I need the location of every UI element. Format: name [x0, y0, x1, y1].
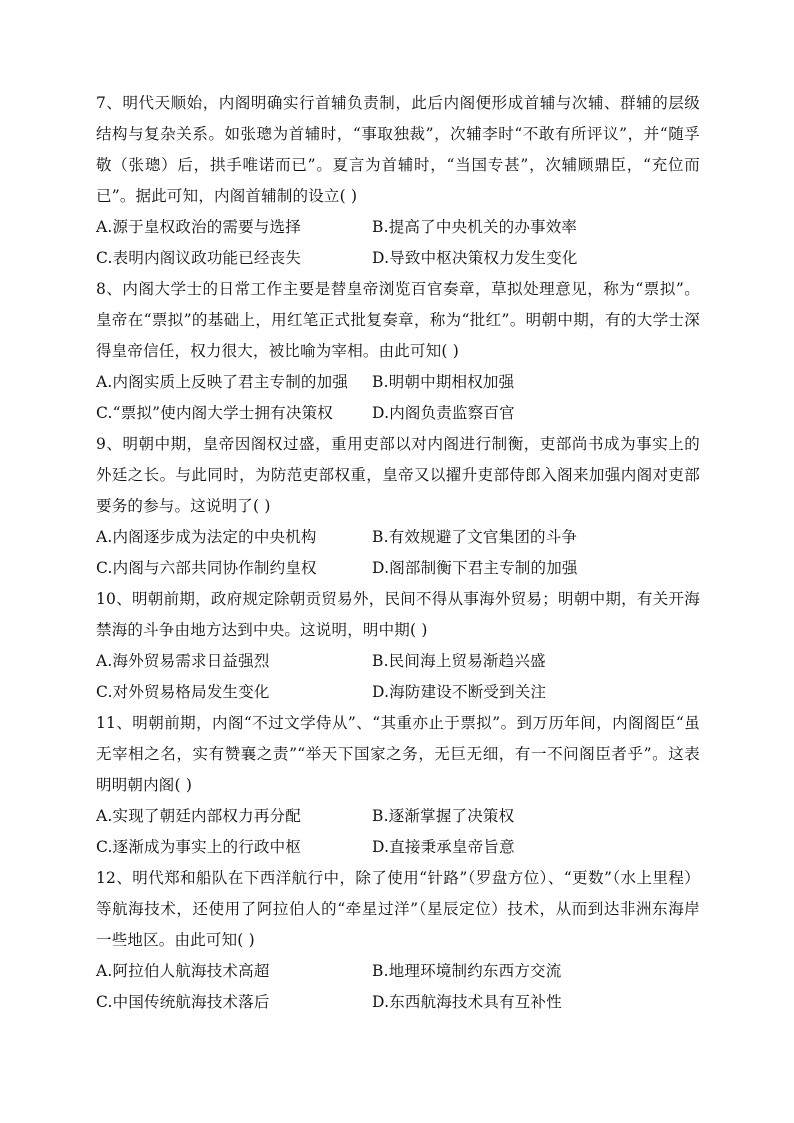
- question-8: [96, 274, 700, 429]
- option-list: [96, 367, 700, 429]
- question-12: [96, 863, 700, 1018]
- option-b: B.地理环境制约东西方交流: [372, 962, 562, 980]
- question-7: [96, 88, 700, 274]
- question-11: [96, 708, 700, 863]
- question-stem: 11、明朝前期，内阁“不过文学侍从”、“其重亦止于票拟”。到万历年间，内阁阁臣“虽无宰相之名，实有赞襄之责”“举天下国家之务，无巨无细，有一不问阁臣者乎”。这表明明朝内阁( ): [96, 714, 700, 794]
- option-c: C.“票拟”使内阁大学士拥有决策权: [96, 404, 333, 422]
- option-b: B.逐渐掌握了决策权: [372, 807, 515, 825]
- question-stem: 8、内阁大学士的日常工作主要是替皇帝浏览百官奏章，草拟处理意见，称为“票拟”。皇帝在“票拟”的基础上，用红笔正式批复奏章，称为“批红”。明朝中期，有的大学士深得皇帝信任，权力很大，被比喻为宰相。由此可知( ): [96, 280, 700, 360]
- option-c: C.内阁与六部共同协作制约皇权: [96, 559, 317, 577]
- option-list: [96, 212, 700, 274]
- option-c: C.中国传统航海技术落后: [96, 993, 270, 1011]
- option-d: D.阁部制衡下君主专制的加强: [372, 559, 578, 577]
- option-a: A.内阁实质上反映了君主专制的加强: [96, 373, 349, 391]
- option-a: A.阿拉伯人航海技术高超: [96, 962, 270, 980]
- option-d: D.内阁负责监察百官: [372, 404, 515, 422]
- question-9: [96, 429, 700, 584]
- option-list: [96, 801, 700, 863]
- question-stem: 9、明朝中期，皇帝因阁权过盛，重用吏部以对内阁进行制衡，吏部尚书成为事实上的外廷之长。与此同时，为防范吏部权重，皇帝又以擢升吏部侍郎入阁来加强内阁对吏部要务的参与。这说明了( ): [96, 435, 700, 515]
- option-c: C.表明内阁议政功能已经丧失: [96, 249, 302, 267]
- question-10: [96, 584, 700, 708]
- option-d: D.海防建设不断受到关注: [372, 683, 547, 701]
- question-stem: 7、明代天顺始，内阁明确实行首辅负责制，此后内阁便形成首辅与次辅、群辅的层级结构与复杂关系。如张璁为首辅时，“事取独裁”，次辅李时“不敢有所评议”，并“随孚敬（张璁）后，拱手唯诺而已”。夏言为首辅时，“当国专甚”，次辅顾鼎臣，“充位而已”。据此可知，内阁首辅制的设立( ): [96, 94, 700, 205]
- option-b: B.提高了中央机关的办事效率: [372, 218, 578, 236]
- exam-page: [96, 88, 700, 1018]
- option-d: D.东西航海技术具有互补性: [372, 993, 562, 1011]
- option-c: C.逐渐成为事实上的行政中枢: [96, 838, 302, 856]
- question-stem: 10、明朝前期，政府规定除朝贡贸易外，民间不得从事海外贸易；明朝中期，有关开海禁海的斗争由地方达到中央。这说明，明中期( ): [96, 590, 700, 639]
- option-d: D.导致中枢决策权力发生变化: [372, 249, 578, 267]
- option-a: A.源于皇权政治的需要与选择: [96, 218, 301, 236]
- option-a: A.内阁逐步成为法定的中央机构: [96, 528, 317, 546]
- option-a: A.实现了朝廷内部权力再分配: [96, 807, 301, 825]
- option-list: [96, 522, 700, 584]
- option-b: B.民间海上贸易渐趋兴盛: [372, 652, 546, 670]
- question-stem: 12、明代郑和船队在下西洋航行中，除了使用“针路”（罗盘方位）、“更数”（水上里程）等航海技术，还使用了阿拉伯人的“牵星过洋”（星辰定位）技术，从而到达非洲东海岸一些地区。由此可知( ): [96, 869, 700, 949]
- option-b: B.明朝中期相权加强: [372, 373, 515, 391]
- option-list: [96, 956, 700, 1018]
- option-list: [96, 646, 700, 708]
- option-c: C.对外贸易格局发生变化: [96, 683, 270, 701]
- option-d: D.直接秉承皇帝旨意: [372, 838, 515, 856]
- option-a: A.海外贸易需求日益强烈: [96, 652, 270, 670]
- option-b: B.有效规避了文官集团的斗争: [372, 528, 578, 546]
